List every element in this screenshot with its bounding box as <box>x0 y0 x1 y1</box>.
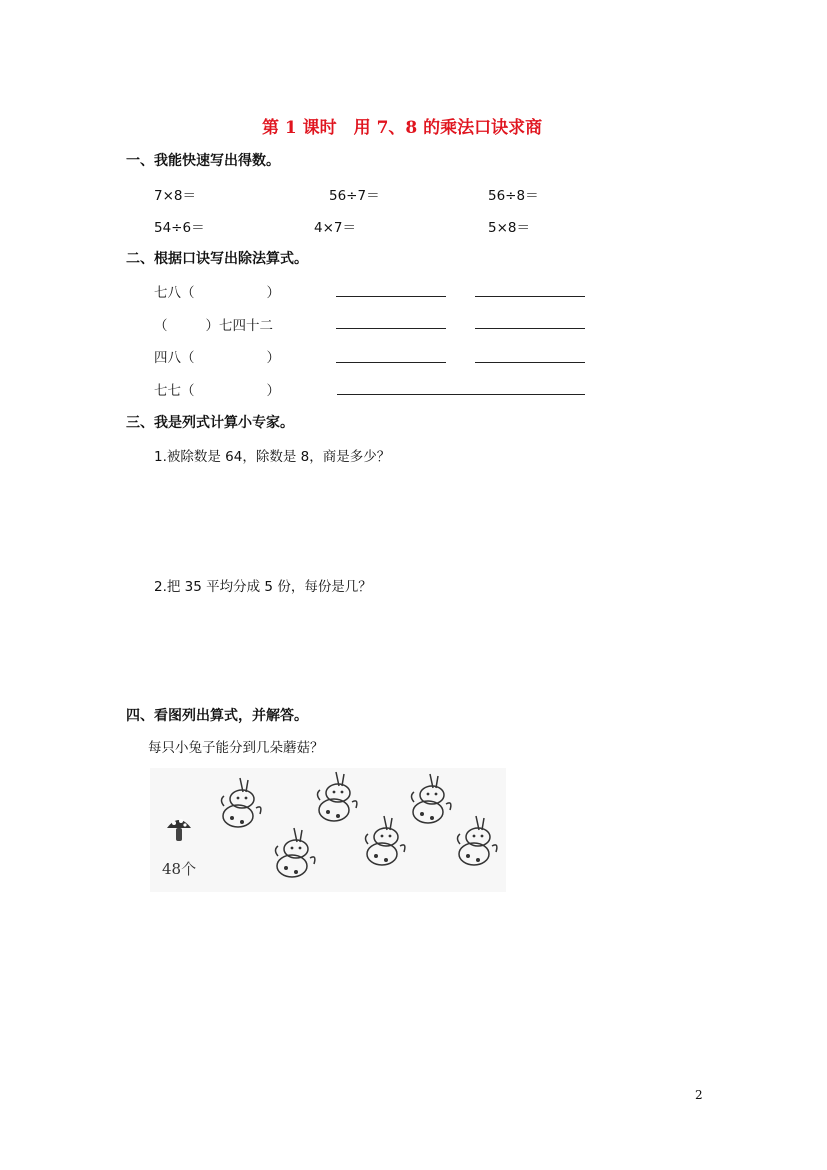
formula-row-4 <box>154 379 280 399</box>
question-2: 2.把 35 平均分成 5 份，每份是几？ <box>154 579 372 595</box>
question-rabbits: 每只小兔子能分到几朵蘑菇？ <box>148 740 324 756</box>
answer-line[interactable] <box>336 362 446 363</box>
answer-line[interactable] <box>336 296 446 297</box>
rabbit-icon <box>312 768 362 828</box>
page-title: 第 1 课时 用 7、8 的乘法口诀求商 <box>262 118 543 138</box>
formula-suffix: ） <box>266 350 280 366</box>
formula-row-1 <box>154 281 280 301</box>
formula-suffix: ） <box>266 383 280 399</box>
answer-line[interactable] <box>336 328 446 329</box>
question-1: 1.被除数是 64，除数是 8，商是多少？ <box>154 449 391 465</box>
calc-item: 56÷7＝ <box>329 188 380 204</box>
formula-prefix: 七七（ <box>154 383 195 399</box>
formula-prefix: 七八（ <box>154 285 195 301</box>
formula-suffix: ） <box>266 285 280 301</box>
formula-row-3 <box>154 346 280 366</box>
calc-item: 54÷6＝ <box>154 220 205 236</box>
rabbit-icon <box>452 812 502 872</box>
calc-item: 56÷8＝ <box>488 188 539 204</box>
page-number: 2 <box>695 1088 703 1102</box>
illustration <box>150 768 506 892</box>
rabbit-icon <box>406 770 456 830</box>
answer-line[interactable] <box>475 362 585 363</box>
rabbit-icon <box>360 812 410 872</box>
formula-prefix: （ <box>154 318 168 334</box>
section-1-heading: 一、我能快速写出得数。 <box>126 153 280 169</box>
answer-line[interactable] <box>337 394 585 395</box>
answer-line[interactable] <box>475 296 585 297</box>
section-2-heading: 二、根据口诀写出除法算式。 <box>126 251 308 267</box>
calc-item: 4×7＝ <box>314 220 356 236</box>
rabbit-icon <box>270 824 320 884</box>
answer-line[interactable] <box>475 328 585 329</box>
formula-row-2 <box>154 314 273 334</box>
rabbit-icon <box>216 774 266 834</box>
mushroom-icon <box>164 814 194 844</box>
formula-prefix: 四八（ <box>154 350 195 366</box>
section-4-heading: 四、看图列出算式，并解答。 <box>126 708 308 724</box>
section-3-heading: 三、我是列式计算小专家。 <box>126 415 294 431</box>
mushroom-count-label: 48个 <box>162 860 197 878</box>
calc-item: 7×8＝ <box>154 188 196 204</box>
calc-item: 5×8＝ <box>488 220 530 236</box>
formula-suffix: ）七四十二 <box>205 318 273 334</box>
